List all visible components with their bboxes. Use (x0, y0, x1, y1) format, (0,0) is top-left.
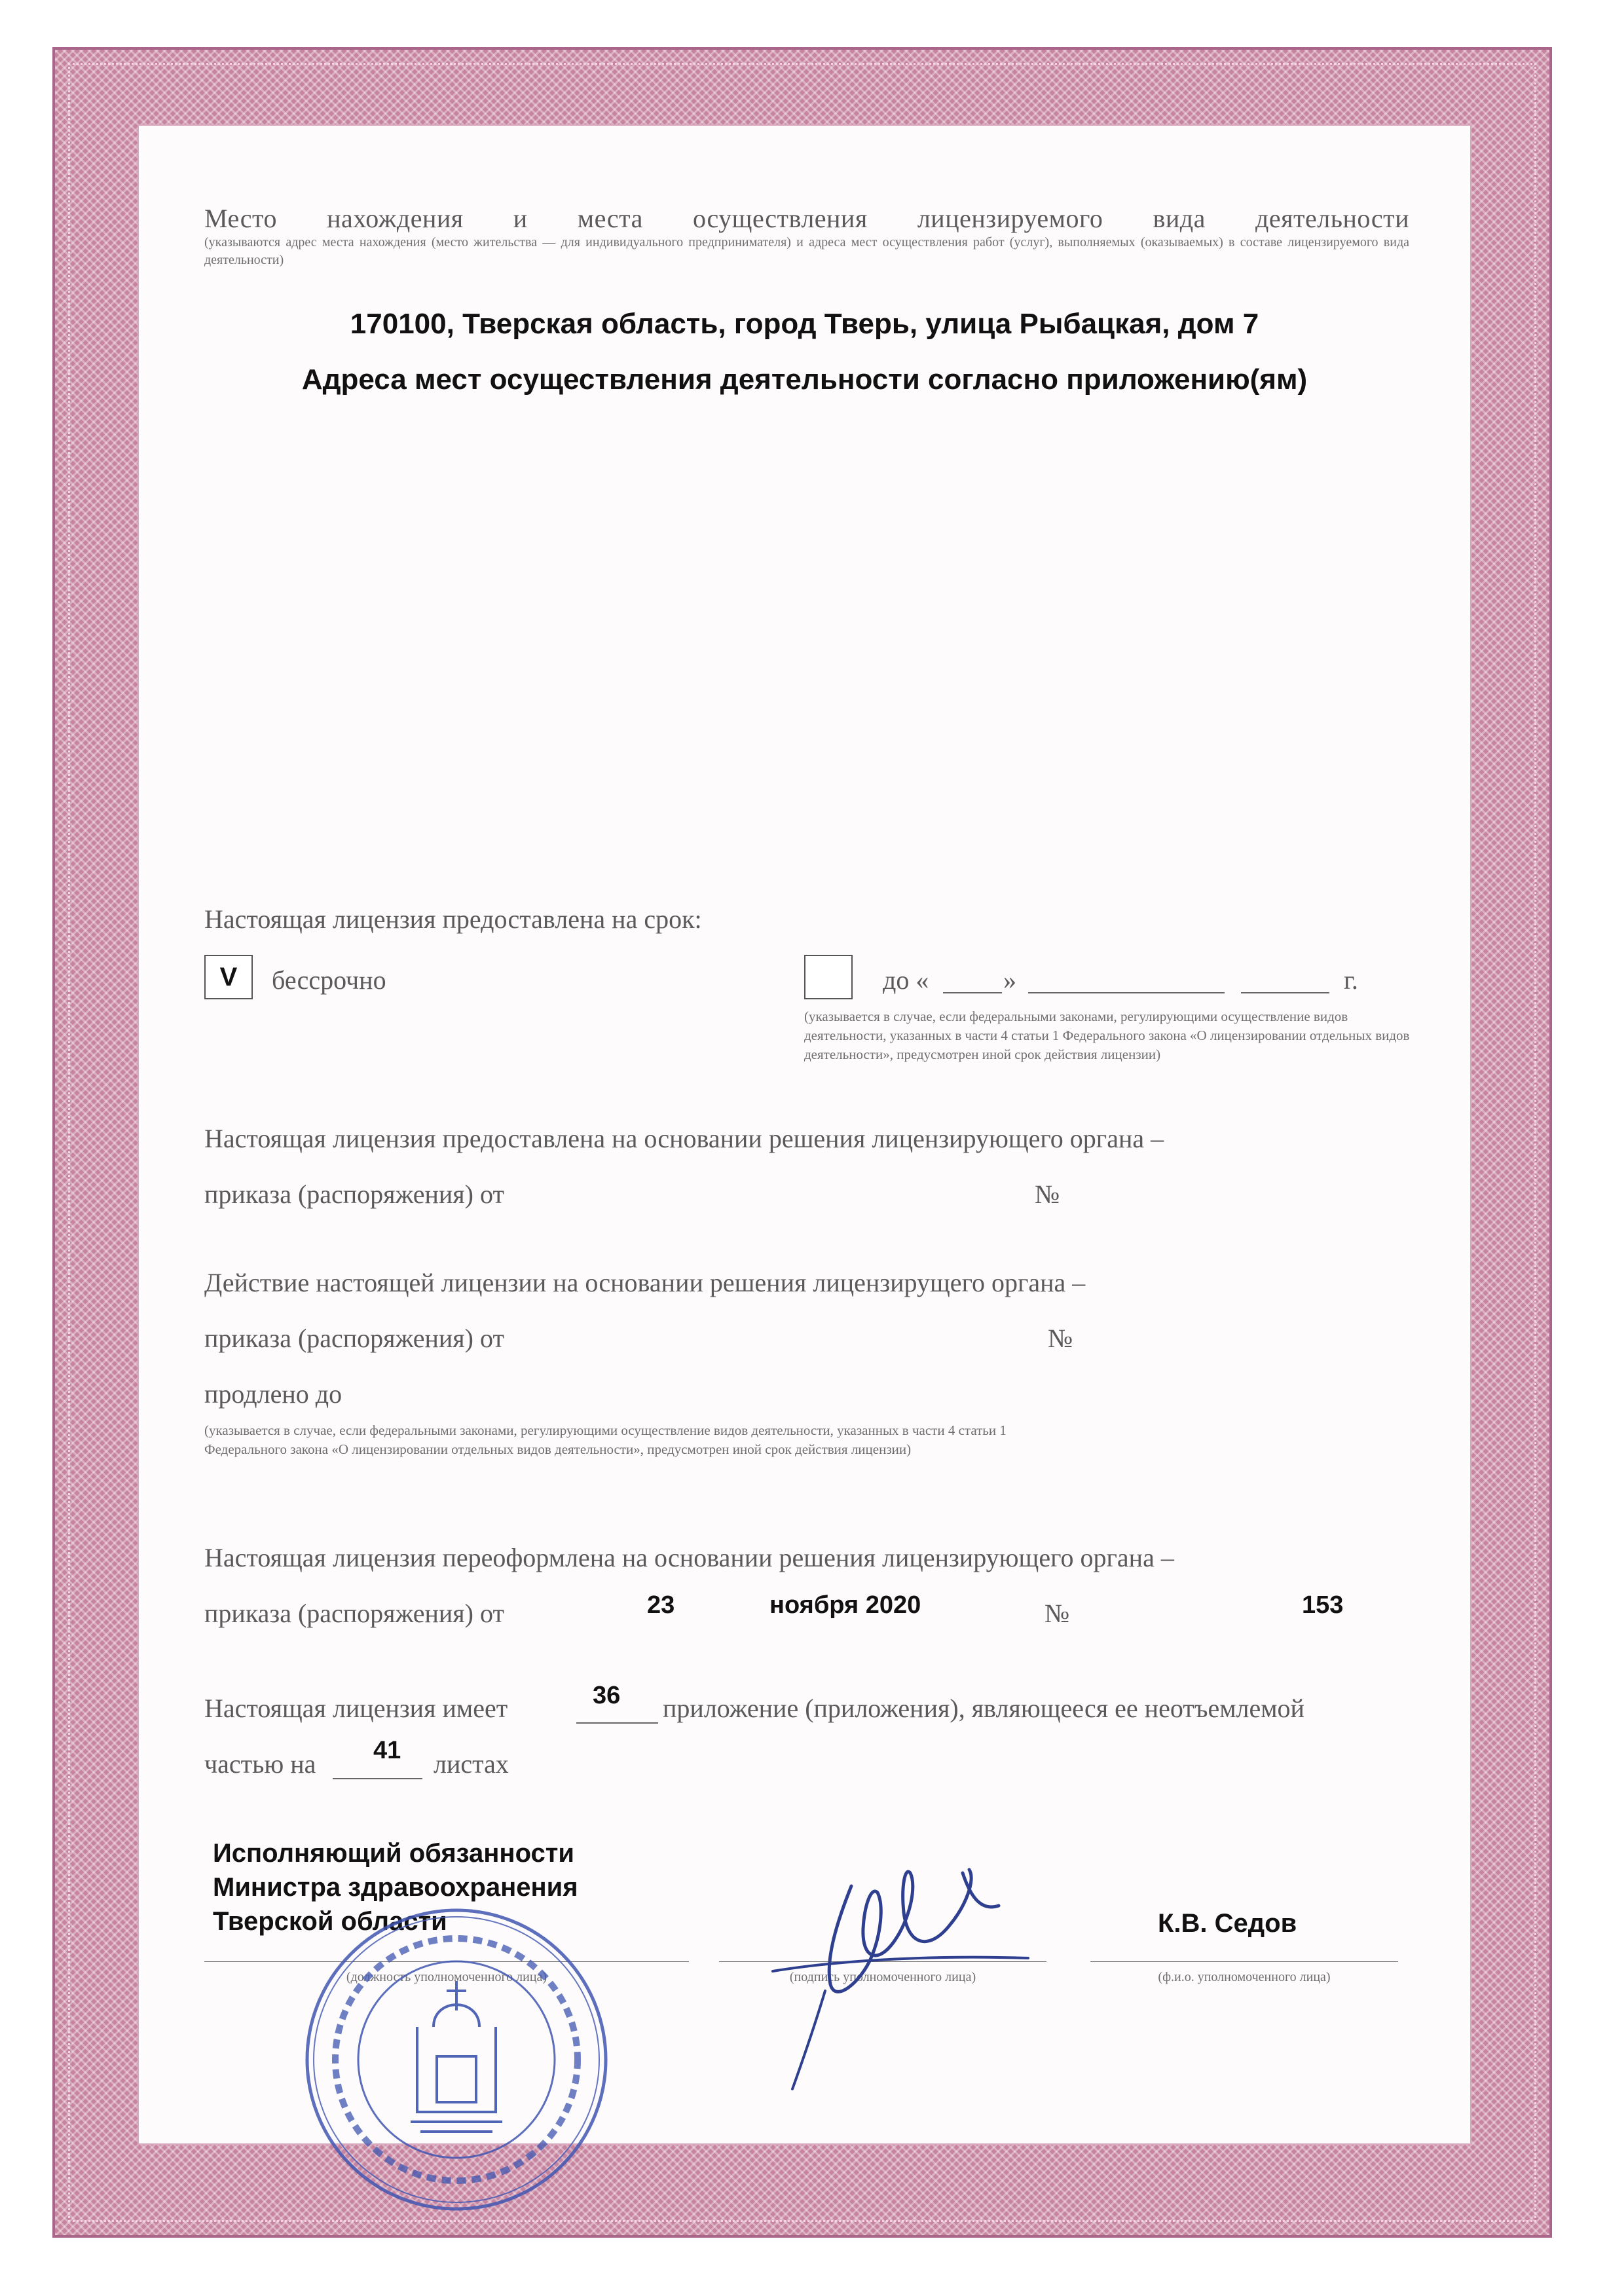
until-label: до « (883, 965, 929, 995)
signatory-position-line3: Тверской области (213, 1907, 447, 1936)
term-label: Настоящая лицензия предоставлена на срок: (204, 904, 702, 934)
signatory-name: К.В. Седов (1158, 1909, 1297, 1938)
caption-name: (ф.и.о. уполномоченного лица) (1158, 1970, 1331, 1984)
reissue-number: 153 (1302, 1591, 1344, 1619)
reissue-label: Настоящая лицензия переоформлена на основании решения лицензирующего органа – (204, 1543, 1174, 1572)
place-note: (указываются адрес места нахождения (место жительства — для индивидуального предпринимателя) и адреса мест осуществления работ (услуг), выполняемых (оказываемых) в составе лицензируемого вида деятельности) (204, 235, 1409, 267)
place-title: Место нахождения и места осуществления лицензируемого вида деятельности (204, 204, 1409, 233)
until-year-line (1241, 992, 1329, 993)
until-day-line (943, 992, 1002, 993)
indefinite-check-mark: V (219, 962, 238, 991)
extended-until-label: продлено до (204, 1379, 342, 1409)
extension-note: (указывается в случае, если федеральными законами, регулирующими осуществление видов деятельности, указанных в части 4 статьи 1 Федерального закона «О лицензировании отдельных видов деятельности», предусмотрен иной срок действия лицензии) (204, 1422, 1007, 1457)
until-note: (указывается в случае, если федеральными законами, регулирующими осуществление видов деятельности, указанных в части 4 статьи 1 Федерального закона «О лицензировании отдельных видов деятельности», предусмотрен иной срок действия лицензии) (804, 1009, 1410, 1062)
reissue-order-label: приказа (распоряжения) от (204, 1599, 504, 1628)
signatory-position-line2: Министра здравоохранения (213, 1873, 578, 1902)
appendix-count: 36 (593, 1682, 621, 1709)
until-mid-quote: » (1003, 965, 1016, 995)
until-month-line (1028, 992, 1225, 993)
basis-label: Настоящая лицензия предоставлена на основании решения лицензирующего органа – (204, 1124, 1164, 1153)
indefinite-label: бессрочно (272, 965, 386, 995)
caption-position: (должность уполномоченного лица) (346, 1970, 547, 1984)
extension-label: Действие настоящей лицензии на основании решения лицензирущего органа – (204, 1268, 1086, 1297)
handwritten-signature (753, 1807, 1054, 2109)
basis-number-label: № (1035, 1179, 1060, 1209)
extension-number-label: № (1048, 1324, 1073, 1353)
appendix-count-line (576, 1722, 658, 1724)
appendix-sheets: 41 (373, 1737, 401, 1764)
appendix-suffix: приложение (приложения), являющееся ее неотъемлемой (663, 1694, 1304, 1723)
extension-order-label: приказа (распоряжения) от (204, 1324, 504, 1353)
until-checkbox (804, 955, 853, 999)
signatory-position-line1: Исполняющий обязанности (213, 1839, 574, 1868)
until-year-suffix: г. (1344, 965, 1358, 995)
appendix-sheets-suffix: листах (434, 1749, 509, 1779)
appendix-prefix: Настоящая лицензия имеет (204, 1694, 508, 1723)
name-line (1090, 1961, 1398, 1962)
caption-signature: (подпись уполномоченного лица) (789, 1970, 976, 1984)
appendix-sheets-line (333, 1778, 422, 1779)
reissue-month-year: ноября 2020 (769, 1591, 921, 1619)
appendix-part-prefix: частью на (204, 1749, 316, 1779)
address: 170100, Тверская область, город Тверь, улица Рыбацкая, дом 7 (350, 308, 1259, 340)
reissue-number-label: № (1045, 1599, 1070, 1628)
addresses-note: Адреса мест осуществления деятельности согласно приложению(ям) (301, 363, 1308, 396)
indefinite-checkbox (204, 955, 253, 999)
basis-order-label: приказа (распоряжения) от (204, 1179, 504, 1209)
official-seal (303, 1906, 610, 2213)
reissue-day: 23 (647, 1591, 675, 1619)
